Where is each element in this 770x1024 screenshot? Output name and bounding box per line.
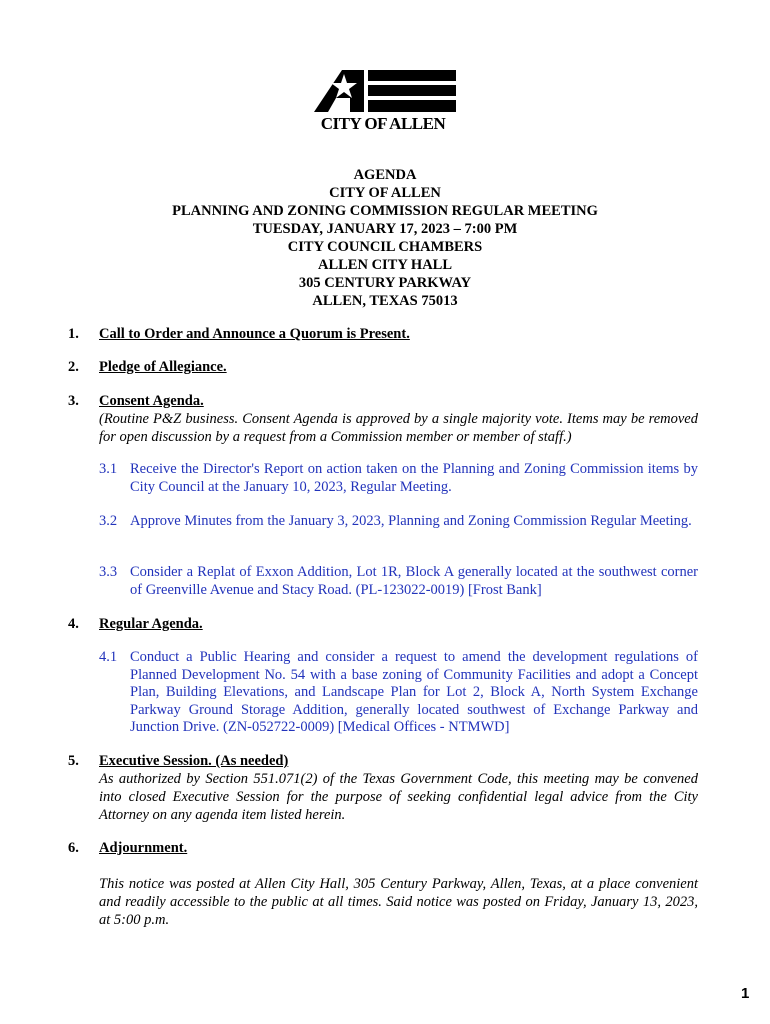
city-logo: [306, 68, 460, 134]
subitem-number: 4.1: [99, 649, 118, 665]
item-description: (Routine P&Z business. Consent Agenda is approved by a single majority vote. Items may be removed for open discussion by a request from a Commission member or member of staff.): [99, 411, 698, 445]
agenda-header: [0, 166, 770, 310]
item-title: Consent Agenda.: [99, 393, 204, 409]
page-number: 1: [741, 985, 750, 1002]
header-line: PLANNING AND ZONING COMMISSION REGULAR MEETING: [172, 203, 598, 219]
header-line: ALLEN CITY HALL: [317, 257, 453, 273]
header-line: 305 CENTURY PARKWAY: [298, 275, 472, 291]
item-title: Call to Order and Announce a Quorum is Present.: [99, 326, 410, 342]
item-number: 4.: [68, 616, 79, 632]
item-title: Adjournment.: [99, 840, 188, 856]
item-number: 6.: [68, 840, 79, 856]
item-number: 1.: [68, 326, 79, 342]
subitem-text: Consider a Replat of Exxon Addition, Lot 1R, Block A generally located at the southwest corner of Greenville Avenue and Stacy Road. (PL-123022-0019) [Frost Bank]: [130, 564, 698, 598]
logo-text: CITY OF ALLEN: [320, 114, 446, 133]
header-line: TUESDAY, JANUARY 17, 2023 – 7:00 PM: [252, 221, 518, 237]
subitem-text: Approve Minutes from the January 3, 2023, Planning and Zoning Commission Regular Meeting.: [130, 513, 692, 529]
subitem-text: Receive the Director's Report on action taken on the Planning and Zoning Commission items by City Council at the January 10, 2023, Regular Meeting.: [130, 461, 698, 495]
subitem-number: 3.1: [99, 461, 118, 477]
item-title: Regular Agenda.: [99, 616, 203, 632]
item-number: 3.: [68, 393, 79, 409]
item-title: Executive Session. (As needed): [99, 753, 289, 769]
item-number: 2.: [68, 359, 79, 375]
header-line: AGENDA: [353, 167, 417, 183]
subitem-number: 3.3: [99, 564, 118, 580]
header-line: CITY OF ALLEN: [329, 185, 441, 201]
posting-notice: This notice was posted at Allen City Hall, 305 Century Parkway, Allen, Texas, at a place convenient and readily accessible to the public at all times. Said notice was posted on Friday, January 13, 2023, at 5:00 p.m.: [99, 876, 698, 928]
subitem-number: 3.2: [99, 513, 118, 529]
item-number: 5.: [68, 753, 79, 769]
header-line: ALLEN, TEXAS 75013: [312, 293, 458, 309]
item-title: Pledge of Allegiance.: [99, 359, 227, 375]
city-logo-mark-icon: [306, 68, 460, 114]
header-line: CITY COUNCIL CHAMBERS: [287, 239, 483, 255]
subitem-text: Conduct a Public Hearing and consider a request to amend the development regulations of Planned Development No. 54 with a base zoning of Community Facilities and adopt a Concept Plan, Building Elevations, and Landscape Plan for Lot 2, Block A, North System Exchange Parkway Ground Storage Addition, generally located southwest of Exchange Parkway and Junction Drive. (ZN-052722-0009) [Medical Offices - NTMWD]: [130, 649, 698, 735]
item-description: As authorized by Section 551.071(2) of the Texas Government Code, this meeting may be convened into closed Executive Session for the purpose of seeking confidential legal advice from the City Attorney on any agenda item listed herein.: [99, 771, 698, 823]
